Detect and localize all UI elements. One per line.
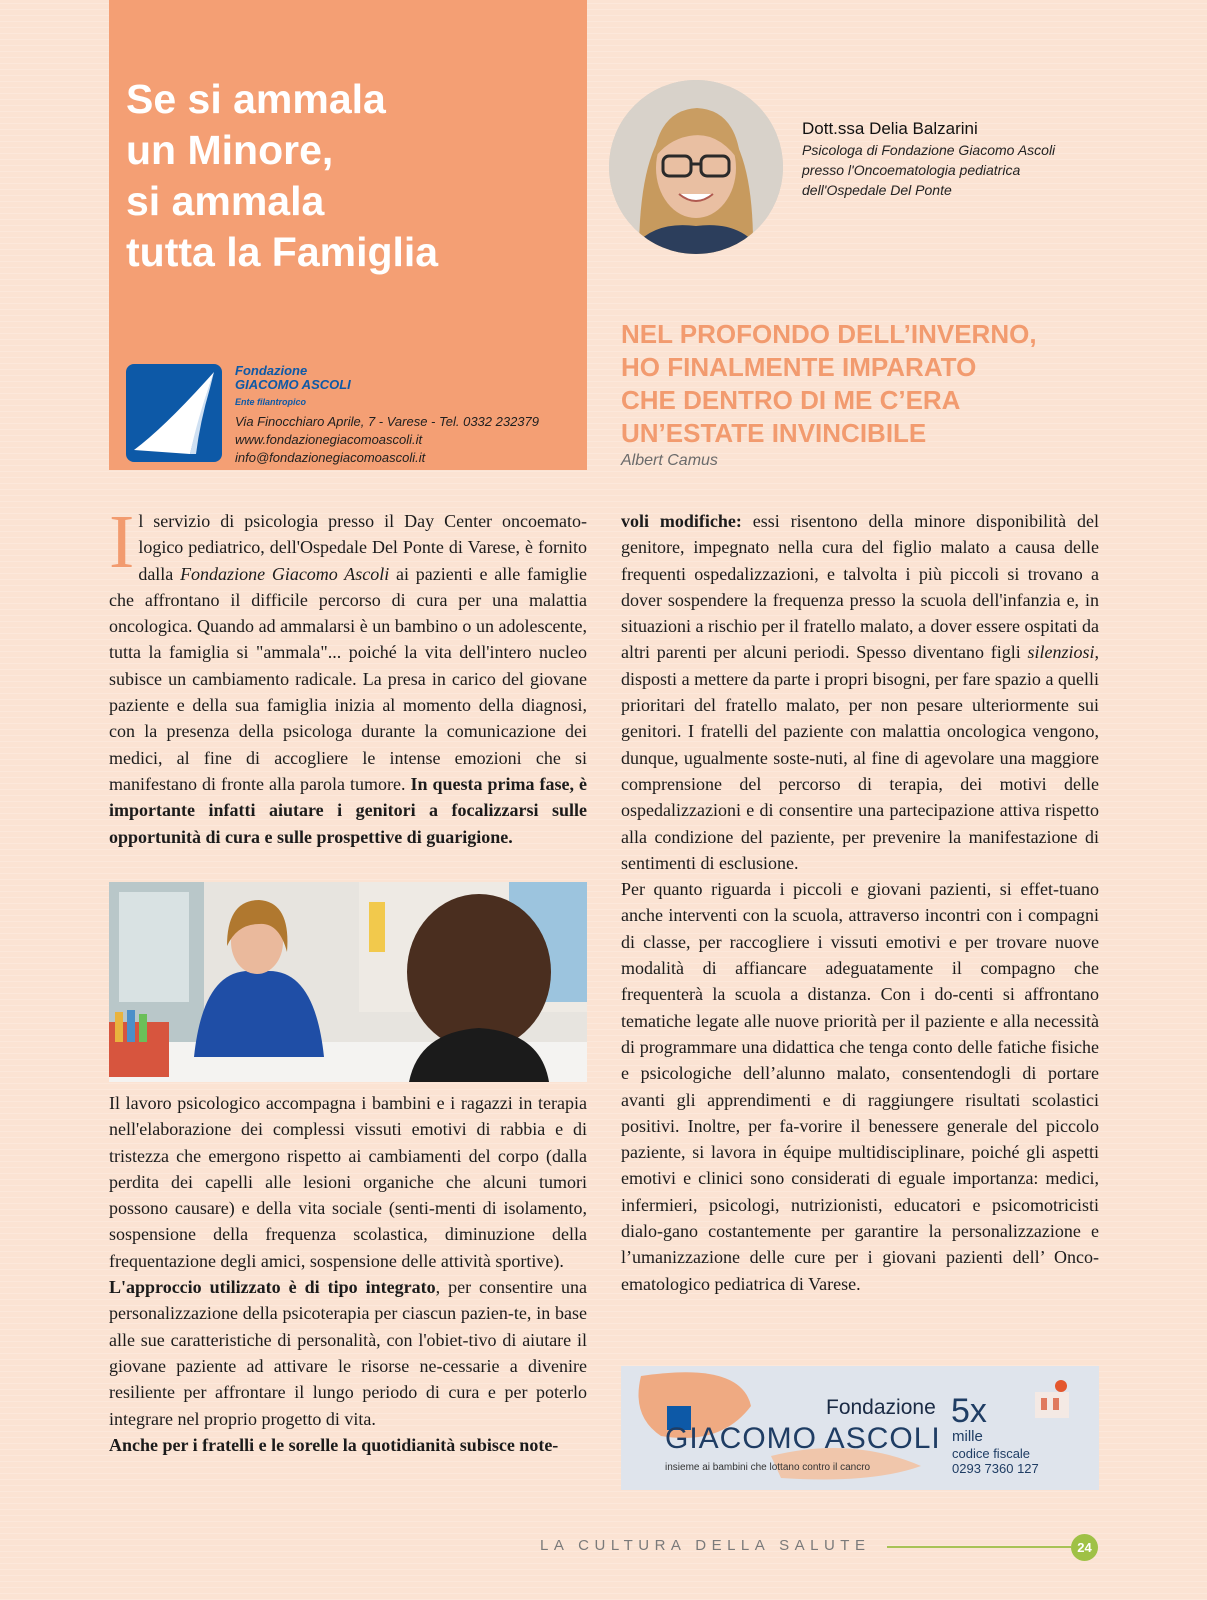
article-paragraph: Il servizio di psicologia presso il Day Center oncoemato-logico pediatrico, dell'Ospedale Del Ponte di Varese, è fornito dalla Fondazione Giacomo Ascoli ai pazienti e alle famiglie che affrontano il difficile percorso di cura per una malattia oncologica. Quando ad ammalarsi è un bambino o un adolescente, tutta la famiglia si "ammala"... poiché la vita dell'intero nucleo subisce un cambiamento radicale. La presa in carico del giovane paziente e della sua famiglia inizia al momento della diagnosi, con la presenza della psicologa durante la comunicazione dei medici, al fine di accogliere le intense emozioni che si manifestano di fronte alla parola tumore. In questa prima fase, è importante infatti aiutare i genitori a focalizzarsi sulle opportunità di cura e sulle prospettive di guarigione. <box>109 500 588 847</box>
banner-fondazione: Fondazione <box>826 1396 936 1419</box>
quote-line: UN’ESTATE INVINCIBILE <box>621 418 927 448</box>
article-title <box>126 74 438 278</box>
author-role-line: Psicologa di Fondazione Giacomo Ascoli <box>802 142 1056 158</box>
title-line: Se si ammala <box>126 76 386 122</box>
contact-website[interactable]: www.fondazionegiacomoascoli.it <box>235 432 423 447</box>
foundation-contacts <box>235 413 539 467</box>
title-line: tutta la Famiglia <box>126 229 439 275</box>
page-number: 24 <box>1071 1534 1098 1561</box>
footer-section-title: LA CULTURA DELLA SALUTE <box>540 1537 871 1554</box>
article-column-left-bottom <box>109 1090 587 1458</box>
contact-address: Via Finocchiaro Aprile, 7 - Varese - Tel. 0332 232379 <box>235 414 539 429</box>
banner-mille: mille <box>952 1428 983 1445</box>
article-paragraph: L'approccio utilizzato è di tipo integrato, per consentire una personalizzazione della psicoterapia per ciascun pazien-te, in base alle sue caratteristiche di personalità, con l'obiet-tivo di aiutare il giovane paziente ad attivare le risorse ne-cessarie a divenire resiliente per affrontare il lungo periodo di cura e per poterlo integrare nel proprio progetto di vita. <box>109 1277 587 1429</box>
quote-line: CHE DENTRO DI ME C’ERA <box>621 385 961 415</box>
title-line: si ammala <box>126 178 325 224</box>
contact-email[interactable]: info@fondazionegiacomoascoli.it <box>235 450 426 465</box>
author-role-line: dell'Ospedale Del Ponte <box>802 182 952 198</box>
quote-author: Albert Camus <box>621 452 718 469</box>
article-paragraph: voli modifiche: essi risentono della minore disponibilità del genitore, impegnato nella cura del figlio malato a causa delle frequenti ospedalizzazioni, e talvolta i più piccoli si trovano a dover sospendere la frequenza presso la scuola dell'infanzia e, in situazioni a rischio per il fratello malato, a dover essere ospitati da altri parenti per alcuni periodi. Spesso diventano figli silenziosi, disposti a mettere da parte i propri bisogni, per fare spazio a quelli prioritari del fratello malato, per non pesare ulteriormente sui genitori. I fratelli del paziente con malattia oncologica vengono, dunque, ugualmente soste-nuti, al fine di agevolare una maggiore comprensione del percorso di terapia, dei motivi delle ospedalizzazioni e di consentire una partecipazione attiva rispetto alla condizione del paziente, per prevenire la manifestazione di sentimenti di esclusione. <box>621 511 1099 873</box>
article-column-left-top <box>109 500 588 850</box>
title-box <box>109 0 587 470</box>
donation-banner[interactable] <box>621 1366 1099 1490</box>
pull-quote <box>621 318 1037 450</box>
article-paragraph: Per quanto riguarda i piccoli e giovani pazienti, si effet-tuano anche interventi con la scuola, attraverso incontri con i compagni di classe, per raccogliere i vissuti emotivi e per trovare nuove modalità di affiancare adeguatamente il compagno che frequenterà la scuola a distanza. Con i do-centi si affrontano tematiche legate alle nuove priorità per il paziente e alla necessità di programmare una didattica che tenga conto delle fatiche fisiche e psicologiche dell’alunno malato, consentendogli di portare avanti gli apprendimenti e di raggiungere risultati scolastici positivi. Inoltre, per fa-vorire il benessere generale del piccolo paziente, si lavora in équipe multidisciplinare, poiché gli aspetti emotivi e clinici sono considerati di eguale importanza: medici, infermieri, psicologi, nutrizionisti, educatori e psicomotricisti dialo-gano costantemente per garantire la personalizzazione e l’umanizzazione delle cure per i giovani pazienti dell’ Onco-ematologico pediatrica di Varese. <box>621 879 1099 1294</box>
house-icon <box>1029 1378 1075 1420</box>
article-photo <box>109 882 587 1082</box>
article-column-right <box>621 508 1099 1297</box>
banner-foundation-name: GIACOMO ASCOLI <box>665 1422 941 1455</box>
author-portrait <box>609 80 783 254</box>
banner-codice-fiscale-label: codice fiscale <box>952 1446 1031 1461</box>
quote-line: NEL PROFONDO DELL’INVERNO, <box>621 319 1037 349</box>
foundation-logo-icon <box>126 364 222 462</box>
foundation-logo-name: Fondazione GIACOMO ASCOLI <box>235 363 351 392</box>
banner-5x: 5x <box>951 1392 987 1430</box>
author-name: Dott.ssa Delia Balzarini <box>802 119 978 138</box>
drop-cap: I <box>109 500 135 584</box>
article-paragraph: Il lavoro psicologico accompagna i bambini e i ragazzi in terapia nell'elaborazione dei complessi vissuti emotivi di rabbia e di tristezza che emergono rispetto ai cambiamenti del corpo (dalla perdita dei capelli alle lesioni organiche che alcuni tumori possono causare) e della vita sociale (senti-menti di isolamento, sospensione della frequenza scolastica, diminuzione della frequentazione degli amici, sospensione delle attività sportive). <box>109 1093 587 1271</box>
quote-line: HO FINALMENTE IMPARATO <box>621 352 977 382</box>
foundation-logo-subtitle: Ente filantropico <box>235 397 307 407</box>
footer-divider <box>887 1546 1071 1548</box>
author-info <box>802 118 1055 200</box>
title-line: un Minore, <box>126 127 334 173</box>
banner-codice-fiscale: 0293 7360 127 <box>952 1461 1039 1476</box>
banner-tagline: insieme ai bambini che lottano contro il cancro <box>665 1462 871 1473</box>
article-paragraph: Anche per i fratelli e le sorelle la quotidianità subisce note- <box>109 1434 559 1455</box>
author-role-line: presso l'Oncoematologia pediatrica <box>802 162 1021 178</box>
